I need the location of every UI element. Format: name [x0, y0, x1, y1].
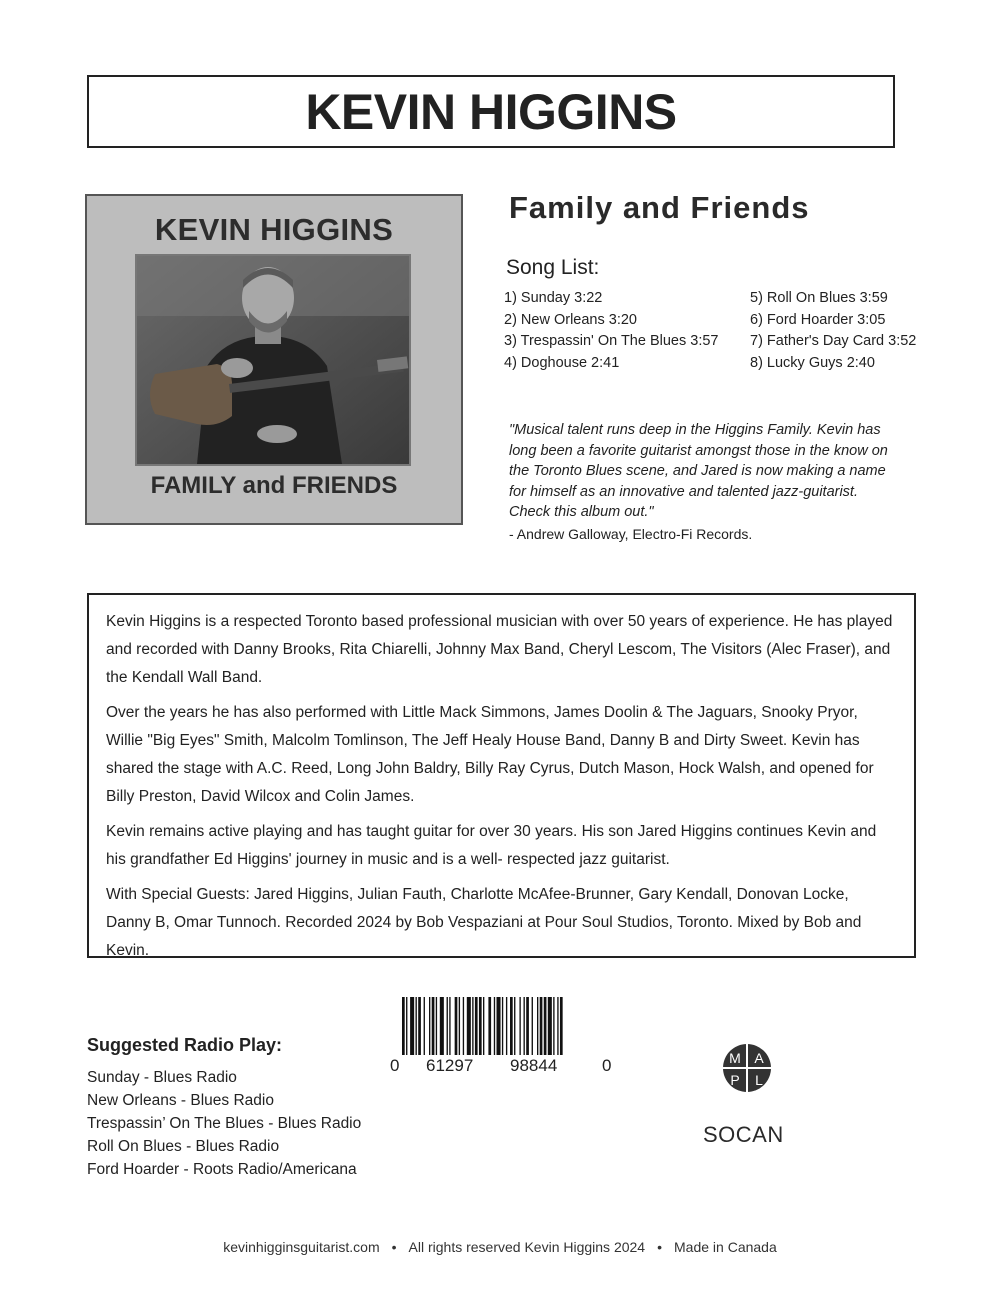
barcode-bar	[497, 997, 501, 1055]
barcode-bar	[459, 997, 460, 1055]
barcode-bar	[479, 997, 482, 1055]
song-item: 2) New Orleans 3:20	[504, 311, 637, 328]
bio-paragraph: With Special Guests: Jared Higgins, Julian Fauth, Charlotte McAfee-Brunner, Gary Kendall, Donovan Locke, Danny B, Omar Tunnoch. Recorded 2024 by Bob Vespaziani at Pour Soul Studios, Toronto. Mixed by Bob and Kevin.	[106, 886, 862, 959]
song-item: 6) Ford Hoarder 3:05	[750, 311, 886, 328]
bio-paragraph: Kevin Higgins is a respected Toronto based professional musician with over 50 years of experience. He has played and recorded with Danny Brooks, Rita Chiarelli, Johnny Max Band, Cheryl Lescom, The Visitors (Alec Fraser), and the Kendall Wall Band.	[106, 613, 893, 686]
barcode-bar	[467, 997, 471, 1055]
barcode-bar	[553, 997, 554, 1055]
song-item: 1) Sunday 3:22	[504, 290, 603, 306]
song-item: 8) Lucky Guys 2:40	[750, 354, 875, 371]
footer-separator: •	[391, 1239, 397, 1255]
song-item: 3) Trespassin' On The Blues 3:57	[504, 333, 719, 349]
barcode-bar	[519, 997, 520, 1055]
barcode-bar	[548, 997, 552, 1055]
bio-paragraph: Over the years he has also performed with Little Mack Simmons, James Doolin & The Jaguars, Snooky Pryor, Willie "Big Eyes" Smith, Malcolm Tomlinson, The Jeff Healy House Band, Danny B and Dirty Sweet. Kevin has shared the stage with A.C. Reed, Long John Baldry, Billy Ray Cyrus, Dutch Mason, Hock Walsh, and opened for Billy Preston, David Wilcox and Colin James.	[106, 704, 874, 805]
barcode-bar	[449, 997, 450, 1055]
barcode-bar	[424, 997, 425, 1055]
barcode-digits	[382, 1056, 622, 1076]
song-list-heading: Song List:	[506, 256, 600, 279]
radio-item: Ford Hoarder - Roots Radio/Americana	[87, 1161, 357, 1178]
barcode-bar	[472, 997, 473, 1055]
mapl-p: P	[730, 1072, 740, 1088]
footer-rights: All rights reserved Kevin Higgins 2024	[408, 1239, 646, 1255]
barcode-bar	[418, 997, 421, 1055]
footer-separator: •	[657, 1239, 663, 1255]
barcode-bar	[429, 997, 430, 1055]
barcode-bar	[475, 997, 478, 1055]
barcode-bar	[410, 997, 414, 1055]
maple-logo	[722, 1043, 772, 1093]
cover-photo	[135, 254, 411, 466]
radio-heading: Suggested Radio Play:	[87, 1035, 283, 1055]
song-item: 7) Father's Day Card 3:52	[750, 333, 917, 349]
barcode-digit-group: 0	[602, 1056, 612, 1075]
radio-item: New Orleans - Blues Radio	[87, 1092, 274, 1109]
barcode-bar	[436, 997, 437, 1055]
socan-logo: SOCAN	[703, 1122, 784, 1147]
barcode-bar	[514, 997, 515, 1055]
title-box	[87, 75, 895, 148]
barcode-bar	[432, 997, 435, 1055]
mapl-a: A	[754, 1050, 764, 1066]
barcode-bar	[483, 997, 484, 1055]
radio-list	[87, 1066, 361, 1181]
barcode-bar	[557, 997, 558, 1055]
barcode-bars	[382, 995, 622, 1057]
barcode-bar	[402, 997, 405, 1055]
barcode-bar	[524, 997, 525, 1055]
barcode-digit-group: 98844	[510, 1056, 558, 1075]
cover-subtitle: FAMILY and FRIENDS	[150, 472, 398, 499]
barcode	[382, 995, 622, 1077]
song-item: 5) Roll On Blues 3:59	[750, 290, 888, 306]
footer-origin: Made in Canada	[674, 1239, 777, 1255]
barcode-bar	[506, 997, 507, 1055]
mapl-l: L	[755, 1072, 763, 1088]
barcode-bar	[463, 997, 464, 1055]
guitarist-photo	[137, 256, 409, 464]
barcode-bar	[440, 997, 444, 1055]
barcode-bar	[447, 997, 448, 1055]
radio-item: Roll On Blues - Blues Radio	[87, 1138, 280, 1155]
barcode-bar	[502, 997, 503, 1055]
page-title: KEVIN HIGGINS	[305, 83, 677, 140]
barcode-bar	[510, 997, 513, 1055]
footer	[0, 1239, 1000, 1255]
mapl-m: M	[729, 1050, 741, 1066]
album-cover	[85, 194, 463, 525]
barcode-bar	[455, 997, 458, 1055]
bio-paragraph: Kevin remains active playing and has taught guitar for over 30 years. His son Jared Higgins continues Kevin and his grandfather Ed Higgins' journey in music and is a well- respected jazz guitarist.	[106, 823, 877, 868]
barcode-bar	[560, 997, 563, 1055]
quote-attribution: - Andrew Galloway, Electro-Fi Records.	[509, 526, 753, 542]
barcode-bar	[526, 997, 529, 1055]
barcode-bar	[537, 997, 538, 1055]
barcode-digit-group: 61297	[426, 1056, 474, 1075]
barcode-bar	[540, 997, 543, 1055]
album-title: Family and Friends	[509, 190, 810, 225]
cover-title: KEVIN HIGGINS	[154, 212, 394, 247]
barcode-digit-group: 0	[390, 1056, 400, 1075]
barcode-bar	[406, 997, 407, 1055]
review-quote: "Musical talent runs deep in the Higgins Family. Kevin has long been a favorite guitarist amongst those in the know on the Toronto Blues scene, and Jared is now making a name for himself as an innovative and talented jazz-guitarist. Check this album out."	[509, 422, 888, 520]
barcode-bar	[544, 997, 547, 1055]
barcode-bar	[494, 997, 495, 1055]
footer-website: kevinhigginsguitarist.com	[223, 1239, 380, 1255]
bio-box	[87, 593, 916, 958]
radio-item: Sunday - Blues Radio	[87, 1069, 237, 1086]
song-list-right	[750, 288, 916, 374]
song-list-left	[504, 288, 718, 374]
barcode-bar	[416, 997, 417, 1055]
barcode-bar	[532, 997, 533, 1055]
radio-item: Trespassin’ On The Blues - Blues Radio	[87, 1115, 362, 1132]
barcode-bar	[488, 997, 491, 1055]
song-item: 4) Doghouse 2:41	[504, 354, 620, 371]
